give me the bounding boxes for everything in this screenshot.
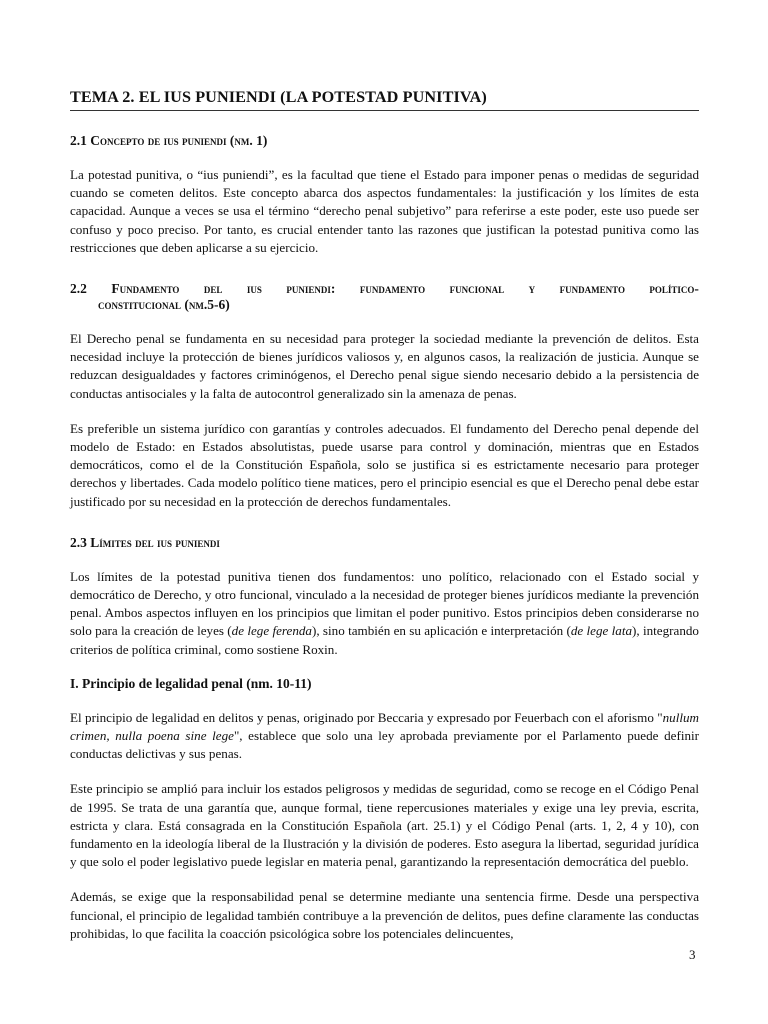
paragraph: Es preferible un sistema jurídico con garantías y controles adecuados. El fundamento del Derecho penal depende del modelo de Estado: en Estados absolutistas, puede usarse para control y dominación, mientras que en Estados democráticos, como el de la Constitución Española, solo se justifica si es estrictamente necesario para proteger derechos y libertades. Cada modelo político tiene matices, pero el principio esencial es que el Derecho penal debe estar justificado por su necesidad en la protección de derechos fundamentales.: [70, 420, 699, 509]
heading-word: y: [528, 281, 536, 297]
section-heading-concepto: [70, 133, 699, 149]
text-run: ", establece que solo una ley aprobada previamente por el Parlamento puede definir conductas delictivas y sus penas.: [70, 728, 699, 762]
paragraph: Además, se exige que la responsabilidad penal se determine mediante una sentencia firme. Desde una perspectiva funcional, el principio de legalidad también contribuye a la prevención de delitos, pues define claramente las conductas prohibidas, lo que facilita la coacción psicológica sobre los potenciales delincuentes,: [70, 889, 699, 941]
text-run: Los límites de la potestad punitiva tienen dos fundamentos: uno político, relacionado con el Estado social y democrático de Derecho, y otro funcional, vinculado a la necesidad de proteger bienes jurídicos mediante la prevención penal. Ambos aspectos influyen en los principios que limitan el poder punitivo. Estos principios deben considerarse no solo para la creación de leyes (: [70, 568, 699, 639]
page-number: 3: [689, 947, 696, 962]
section-heading-limites: [70, 535, 699, 551]
paragraph: Este principio se amplió para incluir los estados peligrosos y medidas de seguridad, como se recoge en el Código Penal de 1995. Se trata de una garantía que, aunque formal, tiene repercusiones materiales y exige una ley previa, escrita, estricta y clara. Está consagrada en la Constitución Española (art. 25.1) y el Código Penal (arts. 1, 2, 4 y 10), con fundamento en la ideología liberal de la Ilustración y la división de poderes. Esto asegura la libertad, seguridad jurídica y que solo el poder legislativo puede legislar en materia penal, garantizando la representación democrática del pueblo.: [70, 781, 699, 870]
section-heading-fundamento: [70, 281, 699, 313]
heading-word: ius: [246, 281, 262, 297]
heading-word: Fundamento: [111, 281, 180, 297]
italic-aphorism: nullum crimen, nulla poena sine lege: [70, 709, 699, 744]
heading-word: político-: [649, 281, 699, 297]
heading-word: funcional: [449, 281, 505, 297]
subsection-heading: I. Principio de legalidad penal (nm. 10-11): [70, 675, 312, 691]
paragraph: [70, 709, 699, 764]
italic-term: de lege ferenda: [231, 623, 312, 639]
paragraph: [70, 568, 699, 659]
heading-word: fundamento: [359, 281, 426, 297]
heading-word: fundamento: [559, 281, 625, 297]
section-heading-line2: constitucional (nm.5-6): [98, 297, 230, 313]
section-heading-text: oncepto de ius puniendi: [100, 133, 227, 148]
text-run: ), integrando criterios de política criminal, como sostiene Roxin.: [70, 623, 699, 657]
paragraph: El Derecho penal se fundamenta en su necesidad para proteger la sociedad mediante la prevención de delitos. Esta necesidad incluye la protección de bienes jurídicos valiosos y, en algunos casos, la realización de justicia. Aunque se reduzcan desigualdades y factores criminógenos, el Derecho penal sigue siendo necesario debido a la persistencia de conductas antisociales y la falta de autocontrol generalizado sin la amenaza de penas.: [70, 331, 699, 401]
text-run: El principio de legalidad en delitos y penas, originado por Beccaria y expresado por Feuerbach con el aforismo ": [70, 709, 663, 725]
section-heading-number: 2.1 C: [70, 133, 100, 148]
section-heading-ref: (nm. 1): [226, 133, 268, 148]
section-heading-number: 2.2: [70, 281, 87, 297]
section-heading-text: ímites del ius puniendi: [99, 534, 220, 550]
document-page: [70, 88, 699, 943]
section-heading-line1: [70, 281, 699, 297]
page-title: TEMA 2. EL IUS PUNIENDI (LA POTESTAD PUNITIVA): [70, 88, 699, 111]
heading-word: del: [203, 281, 223, 297]
paragraph: La potestad punitiva, o “ius puniendi”, es la facultad que tiene el Estado para imponer penas o medidas de seguridad cuando se cometen delitos. Este concepto abarca dos aspectos fundamentales: la justificación y los límites de esta capacidad. Aunque a veces se usa el término “derecho penal subjetivo” para referirse a este poder, este uso puede ser confuso y poco preciso. Por tanto, es crucial entender tanto las razones que justifican la potestad punitiva como las restricciones que deben aplicarse a su ejercicio.: [70, 167, 699, 255]
text-run: ), sino también en su aplicación e interpretación (: [311, 623, 571, 639]
heading-word: puniendi:: [286, 281, 336, 297]
italic-term: de lege lata: [570, 623, 633, 639]
section-heading-number: 2.3 L: [70, 534, 100, 550]
